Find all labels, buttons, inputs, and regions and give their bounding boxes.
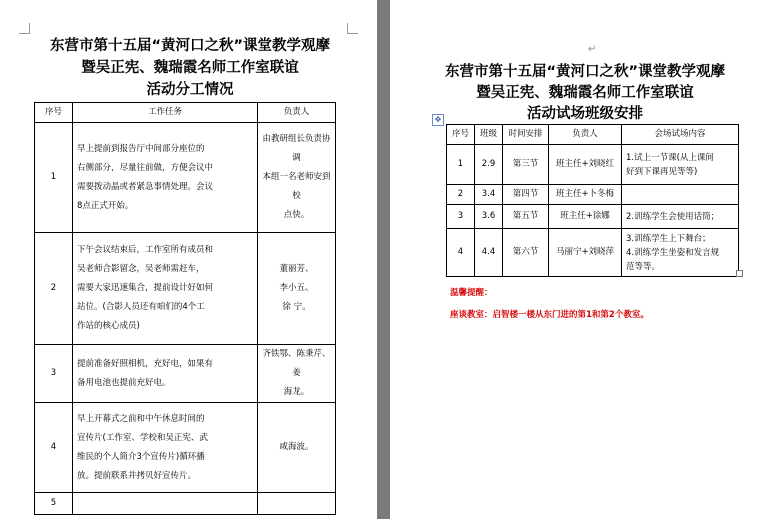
task-assignment-table — [34, 102, 336, 515]
cell-line: 提前准备好照相机，充好电，如果有 — [77, 358, 214, 369]
table-row — [447, 185, 739, 205]
content-cell — [622, 205, 739, 229]
cell-line: 本组一名老师安到校 — [262, 172, 331, 201]
owner-cell: 班主任+卜冬梅 — [549, 185, 622, 205]
table-header-row — [447, 125, 739, 145]
left-document-page — [0, 0, 377, 519]
cell-line: 点快。 — [283, 210, 310, 220]
left-title-line-2: 暨吴正宪、魏瑞霞名师工作室联谊 — [81, 60, 299, 76]
cell-line: 李小五、 — [279, 283, 314, 293]
row-number: 3 — [35, 345, 73, 403]
column-header: 工作任务 — [73, 103, 258, 123]
left-title-line-3: 活动分工情况 — [146, 82, 234, 98]
cell-line: 好到下课再见等等) — [626, 166, 698, 177]
class-cell: 3.6 — [475, 205, 503, 229]
column-header: 会场试场内容 — [622, 125, 739, 145]
table-row — [35, 123, 336, 233]
content-cell — [622, 229, 739, 277]
cell-line: 徐 宁。 — [282, 302, 311, 312]
column-header: 序号 — [35, 103, 73, 123]
task-cell — [73, 123, 258, 233]
content-cell — [622, 185, 739, 205]
table-row — [35, 233, 336, 345]
task-cell — [73, 345, 258, 403]
trial-class-schedule-table — [446, 124, 739, 277]
row-number: 2 — [35, 233, 73, 345]
warm-reminder-label: 温馨提醒： — [450, 288, 493, 298]
cell-line: 董丽芳、 — [279, 264, 314, 274]
paragraph-mark: ↵ — [588, 44, 597, 55]
time-cell: 第三节 — [503, 145, 549, 185]
cell-line: 由教研组长负责协调 — [262, 134, 331, 163]
table-row — [35, 345, 336, 403]
column-header: 班级 — [475, 125, 503, 145]
owner-cell — [258, 123, 336, 233]
cell-line: 1.试上一节课(从上课间 — [626, 152, 714, 163]
table-row — [35, 493, 336, 515]
owner-cell — [258, 345, 336, 403]
class-cell: 3.4 — [475, 185, 503, 205]
column-header: 时间安排 — [503, 125, 549, 145]
cell-line: 8点正式开始。 — [77, 200, 134, 211]
cell-line: 维民的个人简介3个宣传片)循环播 — [77, 451, 205, 462]
cell-line: 4.训练学生坐姿和发言规 — [626, 247, 720, 258]
column-header: 序号 — [447, 125, 475, 145]
cell-line: 作站的核心成员) — [77, 321, 140, 331]
owner-cell: 班主任+徐娜 — [549, 205, 622, 229]
cell-line: 备用电池也提前充好电。 — [77, 377, 171, 388]
owner-cell: 马丽宁+刘晓萍 — [549, 229, 622, 277]
left-title-line-1: 东营市第十五届“黄河口之秋”课堂教学观摩 — [49, 38, 331, 54]
time-cell: 第五节 — [503, 205, 549, 229]
owner-cell — [258, 403, 336, 493]
row-number: 3 — [447, 205, 475, 229]
column-header: 负责人 — [258, 103, 336, 123]
cell-line: 右侧部分，尽量往前做，方便会议中 — [77, 162, 214, 173]
cell-line: 下午会议结束后，工作室所有成员和 — [77, 245, 214, 255]
meeting-room-label: 座谈教室： — [450, 310, 493, 320]
table-row — [447, 229, 739, 277]
cell-line: 齐铁鄂、陈秉芹、姜 — [262, 349, 331, 378]
table-row — [35, 403, 336, 493]
cell-line: 3.训练学生上下舞台； — [626, 233, 711, 244]
page-separator — [377, 0, 390, 519]
time-cell: 第六节 — [503, 229, 549, 277]
cell-line: 站位。(合影人员还有咱们的4个工 — [77, 302, 205, 312]
page-corner-mark — [347, 23, 358, 34]
task-cell — [73, 233, 258, 345]
table-header-row — [35, 103, 336, 123]
right-document-page — [390, 0, 774, 519]
time-cell: 第四节 — [503, 185, 549, 205]
cell-line: 范等等。 — [626, 261, 661, 272]
row-number: 4 — [35, 403, 73, 493]
cell-line: 咸海波。 — [279, 442, 314, 452]
row-number: 2 — [447, 185, 475, 205]
page-corner-mark — [19, 23, 30, 34]
content-cell — [622, 145, 739, 185]
cell-line: 需要拨动晶或者紧急事情处理。会议 — [77, 181, 214, 192]
row-number: 1 — [447, 145, 475, 185]
cell-line: 早上提前到报告厅中间部分座位的 — [77, 143, 205, 154]
owner-cell — [258, 493, 336, 515]
cell-line: 放。提前联系并拷贝好宣传片。 — [77, 470, 197, 481]
right-title-line-1: 东营市第十五届“黄河口之秋”课堂教学观摩 — [444, 64, 726, 80]
right-title-line-3: 活动试场班级安排 — [527, 106, 643, 122]
task-cell — [73, 403, 258, 493]
task-cell — [73, 493, 258, 515]
class-cell: 4.4 — [475, 229, 503, 277]
row-number: 5 — [35, 493, 73, 515]
row-number: 4 — [447, 229, 475, 277]
right-title-line-2: 暨吴正宪、魏瑞霞名师工作室联谊 — [476, 85, 694, 101]
meeting-room-text: 启智楼一楼从东门进的第1和第2个教室。 — [492, 310, 649, 320]
table-row — [447, 205, 739, 229]
cell-line: 宣传片(工作室、学校和吴正宪、武 — [77, 432, 208, 443]
cell-line: 早上开幕式之前和中午休息时间的 — [77, 413, 205, 424]
meeting-room-notice — [450, 308, 649, 320]
class-cell: 2.9 — [475, 145, 503, 185]
cell-line: 吴老师合影留念，吴老师需赶车， — [77, 264, 205, 274]
cell-line: 海龙。 — [283, 387, 310, 397]
table-resize-handle[interactable] — [736, 270, 743, 277]
row-number: 1 — [35, 123, 73, 233]
table-move-handle-icon[interactable]: ✥ — [432, 114, 444, 126]
cell-line: 需要大家迅速集合，提前设计好如何 — [77, 283, 214, 293]
table-row — [447, 145, 739, 185]
column-header: 负责人 — [549, 125, 622, 145]
owner-cell — [258, 233, 336, 345]
cell-line: 2.训练学生会使用话筒； — [626, 211, 720, 222]
owner-cell: 班主任+刘晓红 — [549, 145, 622, 185]
